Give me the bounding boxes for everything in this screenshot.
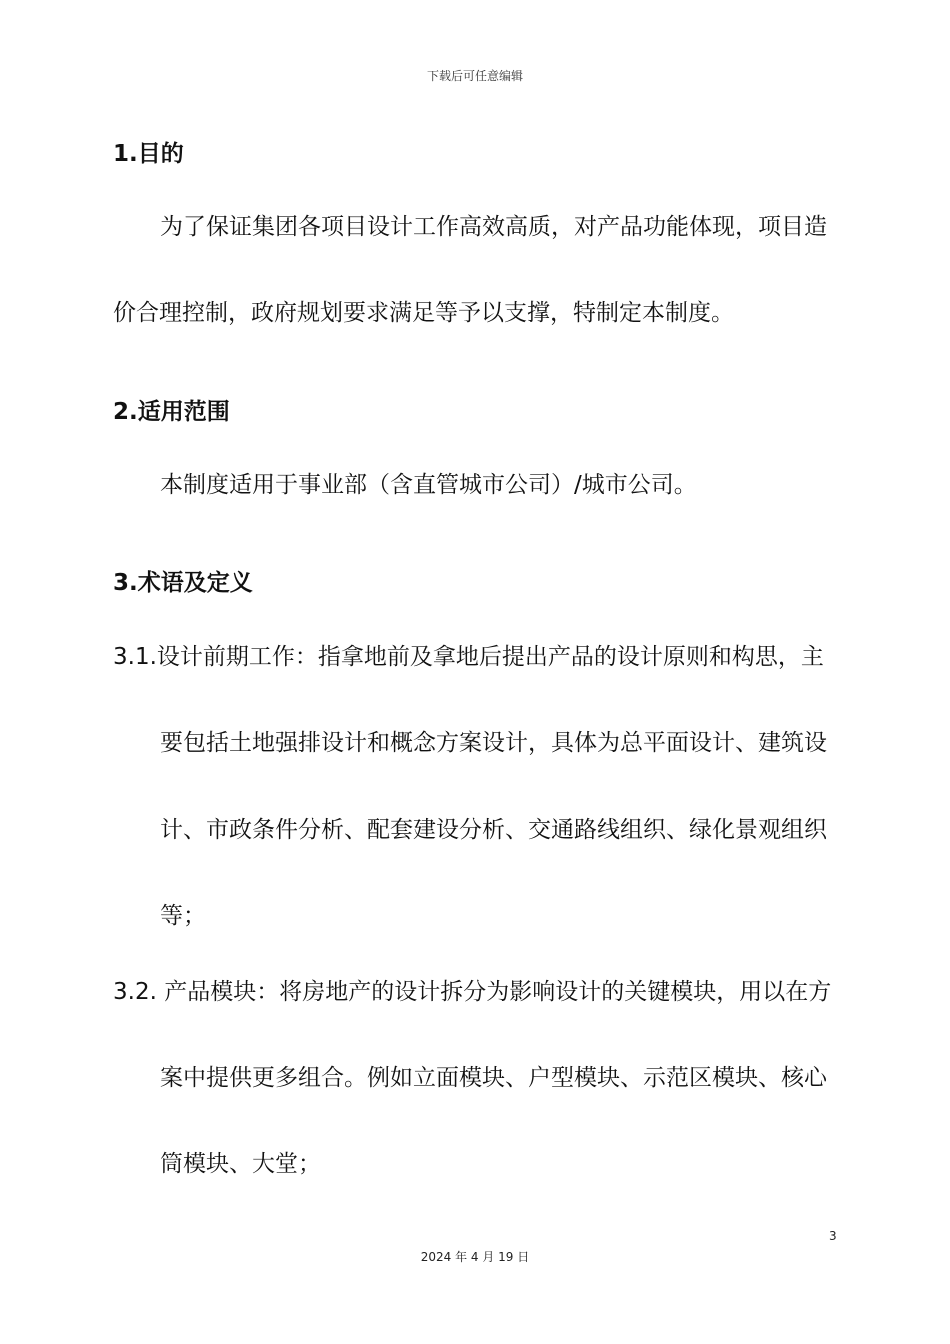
header-note: 下载后可任意编辑 (426, 69, 523, 83)
list-item-line: 案中提供更多组合。例如立面模块、户型模块、示范区模块、核心 (160, 1065, 827, 1091)
list-item-line: 计、市政条件分析、配套建设分析、交通路线组织、绿化景观组织 (160, 817, 827, 843)
list-item-line: 3.1.设计前期工作：指拿地前及拿地后提出产品的设计原则和构思，主 (113, 644, 824, 670)
section-heading-purpose: 1.目的 (113, 141, 184, 167)
paragraph-line: 价合理控制，政府规划要求满足等予以支撑，特制定本制度。 (113, 300, 734, 326)
paragraph-line: 本制度适用于事业部（含直管城市公司）/城市公司。 (160, 472, 697, 498)
list-item-line: 等； (160, 903, 206, 929)
paragraph-line: 为了保证集团各项目设计工作高效高质，对产品功能体现，项目造 (160, 214, 827, 240)
footer-date: 2024 年 4 月 19 日 (420, 1250, 530, 1264)
section-heading-terms: 3.术语及定义 (113, 570, 253, 596)
list-item-line: 筒模块、大堂； (160, 1151, 321, 1177)
list-item-line: 3.2. 产品模块：将房地产的设计拆分为影响设计的关键模块，用以在方 (113, 979, 832, 1005)
list-item-line: 要包括土地强排设计和概念方案设计，具体为总平面设计、建筑设 (160, 730, 827, 756)
page-number: 3 (829, 1229, 837, 1243)
section-heading-scope: 2.适用范围 (113, 399, 230, 425)
